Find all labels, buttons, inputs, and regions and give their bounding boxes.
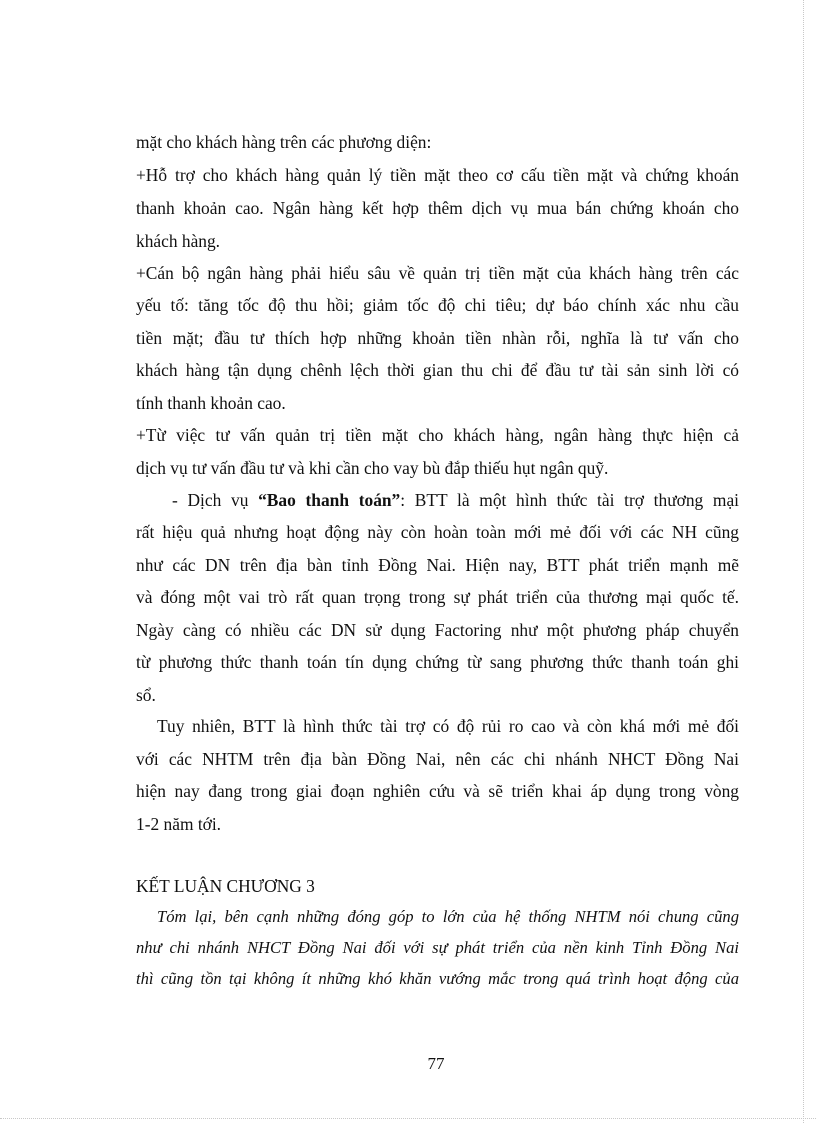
page-bottom-border (0, 1118, 816, 1119)
text-line: như các DN trên địa bàn tỉnh Đồng Nai. Hiện nay, BTT phát triển mạnh mẽ (136, 555, 739, 575)
text-line: +Từ việc tư vấn quản trị tiền mặt cho khách hàng, ngân hàng thực hiện cả (136, 425, 739, 445)
page-number: 77 (427, 1054, 445, 1073)
section-heading: KẾT LUẬN CHƯƠNG 3 (136, 876, 315, 896)
text-line: tiền mặt; đầu tư thích hợp những khoản tiền nhàn rỗi, nghĩa là tư vấn cho (136, 328, 739, 348)
text-line: +Hỗ trợ cho khách hàng quản lý tiền mặt theo cơ cấu tiền mặt và chứng khoán (136, 165, 739, 185)
text-line: thì cũng tồn tại không ít những khó khăn vướng mắc trong quá trình hoạt động của (136, 969, 739, 988)
text-line: +Cán bộ ngân hàng phải hiểu sâu về quản trị tiền mặt của khách hàng trên các (136, 263, 739, 283)
text-line: với các NHTM trên địa bàn Đồng Nai, nên các chi nhánh NHCT Đồng Nai (136, 749, 739, 769)
text-line: sổ. (136, 685, 156, 705)
text-line: thanh khoản cao. Ngân hàng kết hợp thêm dịch vụ mua bán chứng khoán cho (136, 198, 739, 218)
text-line: hiện nay đang trong giai đoạn nghiên cứu và sẽ triển khai áp dụng trong vòng (136, 781, 739, 801)
text-line: Tuy nhiên, BTT là hình thức tài trợ có độ rủi ro cao và còn khá mới mẻ đối (157, 716, 739, 736)
btt-first-line (172, 489, 739, 511)
text-line: tính thanh khoản cao. (136, 393, 286, 413)
btt-rest: : BTT là một hình thức tài trợ thương mại (400, 490, 739, 510)
text-line: như chi nhánh NHCT Đồng Nai đối với sự phát triển của nền kinh Tỉnh Đồng Nai (136, 938, 739, 957)
text-line: từ phương thức thanh toán tín dụng chứng từ sang phương thức thanh toán ghi (136, 652, 739, 672)
text-line: Ngày càng có nhiều các DN sử dụng Factoring như một phương pháp chuyển (136, 620, 739, 640)
btt-term: “Bao thanh toán” (258, 490, 401, 510)
text-line: khách hàng tận dụng chênh lệch thời gian thu chi để đầu tư tài sản sinh lời có (136, 360, 739, 380)
text-line: rất hiệu quả nhưng hoạt động này còn hoàn toàn mới mẻ đối với các NH cũng (136, 522, 739, 542)
btt-lead: - Dịch vụ (172, 490, 259, 510)
text-line: Tóm lại, bên cạnh những đóng góp to lớn của hệ thống NHTM nói chung cũng (157, 907, 739, 926)
text-line: mặt cho khách hàng trên các phương diện: (136, 132, 432, 152)
text-line: khách hàng. (136, 231, 221, 251)
text-line: dịch vụ tư vấn đầu tư và khi cần cho vay bù đắp thiếu hụt ngân quỹ. (136, 458, 609, 478)
page-right-border (803, 0, 804, 1123)
text-line: 1-2 năm tới. (136, 814, 222, 834)
text-line: yếu tố: tăng tốc độ thu hồi; giảm tốc độ chi tiêu; dự báo chính xác nhu cầu (136, 295, 739, 315)
text-line: và đóng một vai trò rất quan trọng trong sự phát triển của thương mại quốc tế. (136, 587, 739, 607)
